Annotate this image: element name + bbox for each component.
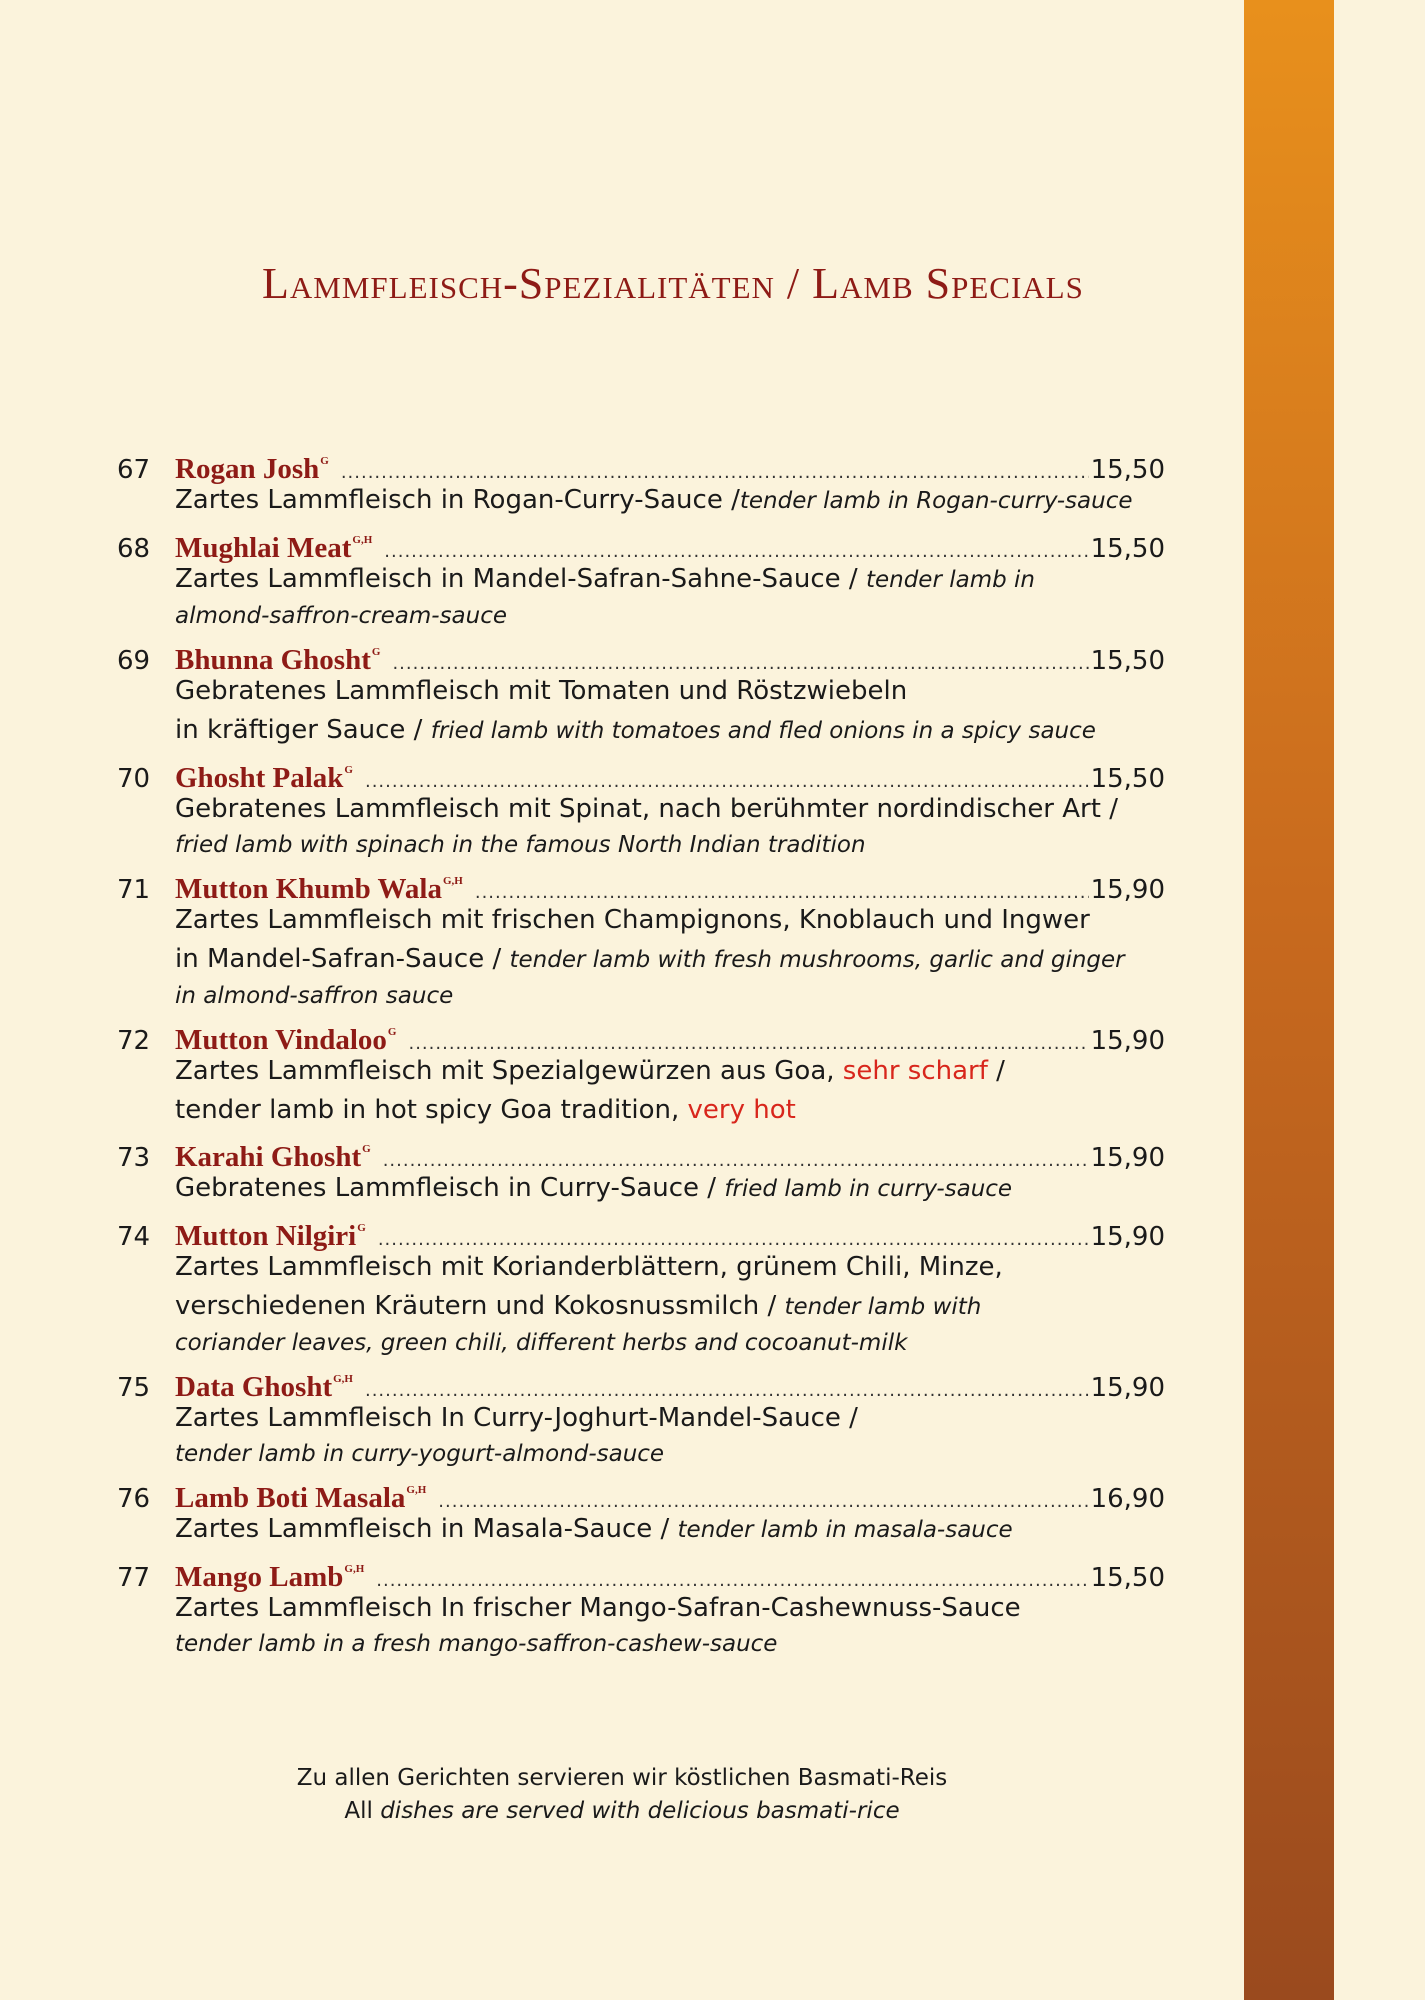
- page-title: Lammfleisch-Spezialitäten / Lamb Specials: [262, 259, 1084, 308]
- spicy-warning: sehr scharf: [842, 1056, 988, 1086]
- menu-item-header: [117, 1471, 1165, 1514]
- item-number: 77: [117, 1563, 151, 1593]
- item-name-text: Bhunna Ghosht: [175, 644, 371, 676]
- item-name-text: Karahi Ghosht: [175, 1141, 362, 1173]
- menu-item: [117, 633, 1165, 751]
- menu-item: [117, 1013, 1165, 1130]
- menu-item: [117, 1209, 1165, 1360]
- item-description-line: [175, 1628, 1165, 1661]
- item-name-text: Mutton Vindaloo: [175, 1024, 387, 1056]
- item-description-line: [175, 829, 1165, 862]
- allergen-codes: G: [357, 1222, 366, 1234]
- description-english: coriander leaves, green chili, different herbs and cocoanut-milk: [175, 1330, 908, 1356]
- item-name-text: Rogan Josh: [175, 453, 320, 485]
- description-separator: /: [987, 1056, 1005, 1086]
- item-description-line: [175, 1438, 1165, 1471]
- description-english-plain: tender lamb in hot spicy Goa tradition,: [175, 1095, 688, 1125]
- description-english: fried lamb with spinach in the famous North Indian tradition: [175, 832, 866, 858]
- menu-item-header: [117, 521, 1165, 564]
- item-description-line: [175, 1327, 1165, 1360]
- item-description-line: [175, 1091, 1165, 1130]
- footer-german: Zu allen Gerichten servieren wir köstlichen Basmati-Reis: [296, 1765, 948, 1791]
- allergen-codes: G,H: [333, 1373, 353, 1385]
- allergen-codes: G,H: [344, 1563, 365, 1575]
- item-number: 74: [117, 1222, 151, 1252]
- description-german: Zartes Lammfleisch in Masala-Sauce /: [175, 1514, 678, 1544]
- item-price: 15,50: [1090, 764, 1165, 794]
- description-english: tender lamb in curry-yogurt-almond-sauce: [175, 1441, 665, 1467]
- description-german: Zartes Lammfleisch in Rogan-Curry-Sauce /: [175, 485, 740, 515]
- allergen-codes: G: [371, 646, 381, 658]
- description-english: tender lamb in masala-sauce: [677, 1517, 1013, 1543]
- description-english: tender lamb in a fresh mango-saffron-cashew-sauce: [175, 1631, 778, 1657]
- page-margin: [1334, 0, 1425, 2000]
- footer-note: [0, 1762, 1244, 1828]
- allergen-codes: G,H: [442, 875, 463, 887]
- item-description-line: [175, 901, 1165, 940]
- item-description-line: [175, 560, 1165, 600]
- item-name-text: Data Ghosht: [175, 1371, 333, 1403]
- item-name-text: Lamb Boti Masala: [175, 1482, 406, 1514]
- description-german: in Mandel-Safran-Sauce /: [175, 944, 510, 974]
- menu-item-header: [117, 1013, 1165, 1056]
- item-description-line: [175, 600, 1165, 633]
- item-price: 15,90: [1090, 1222, 1165, 1252]
- allergen-codes: G: [362, 1143, 371, 1155]
- item-description-line: [175, 940, 1165, 980]
- item-price: 16,90: [1090, 1484, 1165, 1514]
- item-number: 67: [117, 455, 151, 485]
- menu-item: [117, 1360, 1165, 1471]
- item-price: 15,50: [1090, 534, 1165, 564]
- description-english: almond-saffron-cream-sauce: [175, 603, 508, 629]
- item-price: 15,90: [1090, 1026, 1165, 1056]
- description-german: Zartes Lammfleisch in Mandel-Safran-Sahne-Sauce /: [175, 564, 866, 594]
- spicy-warning: very hot: [687, 1095, 796, 1125]
- menu-item: [117, 442, 1165, 521]
- menu-item: [117, 751, 1165, 862]
- menu-item-header: [117, 1360, 1165, 1403]
- menu-item-header: [117, 442, 1165, 485]
- menu-item: [117, 1550, 1165, 1661]
- item-number: 70: [117, 764, 151, 794]
- footer-english-text: dishes are served with delicious basmati-rice: [372, 1798, 900, 1824]
- item-price: 15,50: [1090, 1563, 1165, 1593]
- item-price: 15,90: [1090, 1373, 1165, 1403]
- description-english: fried lamb with tomatoes and fled onions in a spicy sauce: [430, 718, 1096, 744]
- description-german: Gebratenes Lammfleisch mit Spinat, nach berühmter nordindischer Art /: [175, 794, 1118, 824]
- description-german: Zartes Lammfleisch mit Spezialgewürzen aus Goa,: [175, 1056, 843, 1086]
- item-price: 15,90: [1090, 1143, 1165, 1173]
- description-german: Zartes Lammfleisch mit Korianderblättern, grünem Chili, Minze,: [175, 1252, 1003, 1282]
- item-name-text: Mughlai Meat: [175, 532, 352, 564]
- description-english: tender lamb with fresh mushrooms, garlic and ginger: [509, 947, 1125, 973]
- menu-item: [117, 521, 1165, 633]
- item-number: 69: [117, 646, 151, 676]
- item-name-text: Mutton Nilgiri: [175, 1220, 357, 1252]
- item-description-line: [175, 1589, 1165, 1628]
- item-description-line: [175, 481, 1165, 521]
- description-english: tender lamb in Rogan-curry-sauce: [739, 488, 1133, 514]
- description-german: Zartes Lammfleisch mit frischen Champignons, Knoblauch und Ingwer: [175, 905, 1090, 935]
- menu-list: [117, 442, 1165, 1661]
- description-english: fried lamb in curry-sauce: [724, 1176, 1013, 1202]
- allergen-codes: G,H: [352, 534, 373, 546]
- description-english: in almond-saffron sauce: [175, 983, 454, 1009]
- menu-item-header: [117, 1209, 1165, 1252]
- footer-english: [0, 1795, 1244, 1828]
- item-number: 68: [117, 534, 151, 564]
- item-number: 72: [117, 1026, 151, 1056]
- allergen-codes: G: [344, 764, 353, 776]
- item-description-line: [175, 711, 1165, 751]
- description-german: Zartes Lammfleisch In frischer Mango-Safran-Cashewnuss-Sauce: [175, 1593, 1021, 1623]
- item-price: 15,90: [1090, 875, 1165, 905]
- menu-item: [117, 1471, 1165, 1550]
- menu-item-header: [117, 862, 1165, 905]
- allergen-codes: G: [320, 455, 329, 467]
- menu-item-header: [117, 633, 1165, 676]
- description-english: tender lamb with: [784, 1294, 982, 1320]
- item-price: 15,50: [1090, 455, 1165, 485]
- item-description-line: [175, 1287, 1165, 1327]
- description-german: in kräftiger Sauce /: [175, 715, 431, 745]
- item-price: 15,50: [1090, 646, 1165, 676]
- item-name-text: Mango Lamb: [175, 1561, 344, 1593]
- menu-item: [117, 1130, 1165, 1209]
- allergen-codes: G: [387, 1026, 397, 1038]
- item-description-line: [175, 980, 1165, 1013]
- menu-item-header: [117, 751, 1165, 794]
- description-german: Gebratenes Lammfleisch mit Tomaten und Röstzwiebeln: [175, 676, 908, 706]
- footer-english-prefix: All: [344, 1798, 373, 1824]
- description-german: Gebratenes Lammfleisch in Curry-Sauce /: [175, 1173, 725, 1203]
- description-german: Zartes Lammfleisch In Curry-Joghurt-Mandel-Sauce /: [175, 1403, 858, 1433]
- item-number: 71: [117, 875, 151, 905]
- menu-item-header: [117, 1130, 1165, 1173]
- item-number: 73: [117, 1143, 151, 1173]
- item-name-text: Mutton Khumb Wala: [175, 873, 442, 905]
- item-description-line: [175, 790, 1165, 829]
- menu-item: [117, 862, 1165, 1013]
- orange-side-band: [1244, 0, 1334, 2000]
- description-english: tender lamb in: [865, 567, 1035, 593]
- item-number: 76: [117, 1484, 151, 1514]
- menu-item-header: [117, 1550, 1165, 1593]
- allergen-codes: G,H: [406, 1484, 427, 1496]
- item-name-text: Ghosht Palak: [175, 762, 344, 794]
- item-number: 75: [117, 1373, 151, 1403]
- description-german: verschiedenen Kräutern und Kokosnussmilch /: [175, 1291, 785, 1321]
